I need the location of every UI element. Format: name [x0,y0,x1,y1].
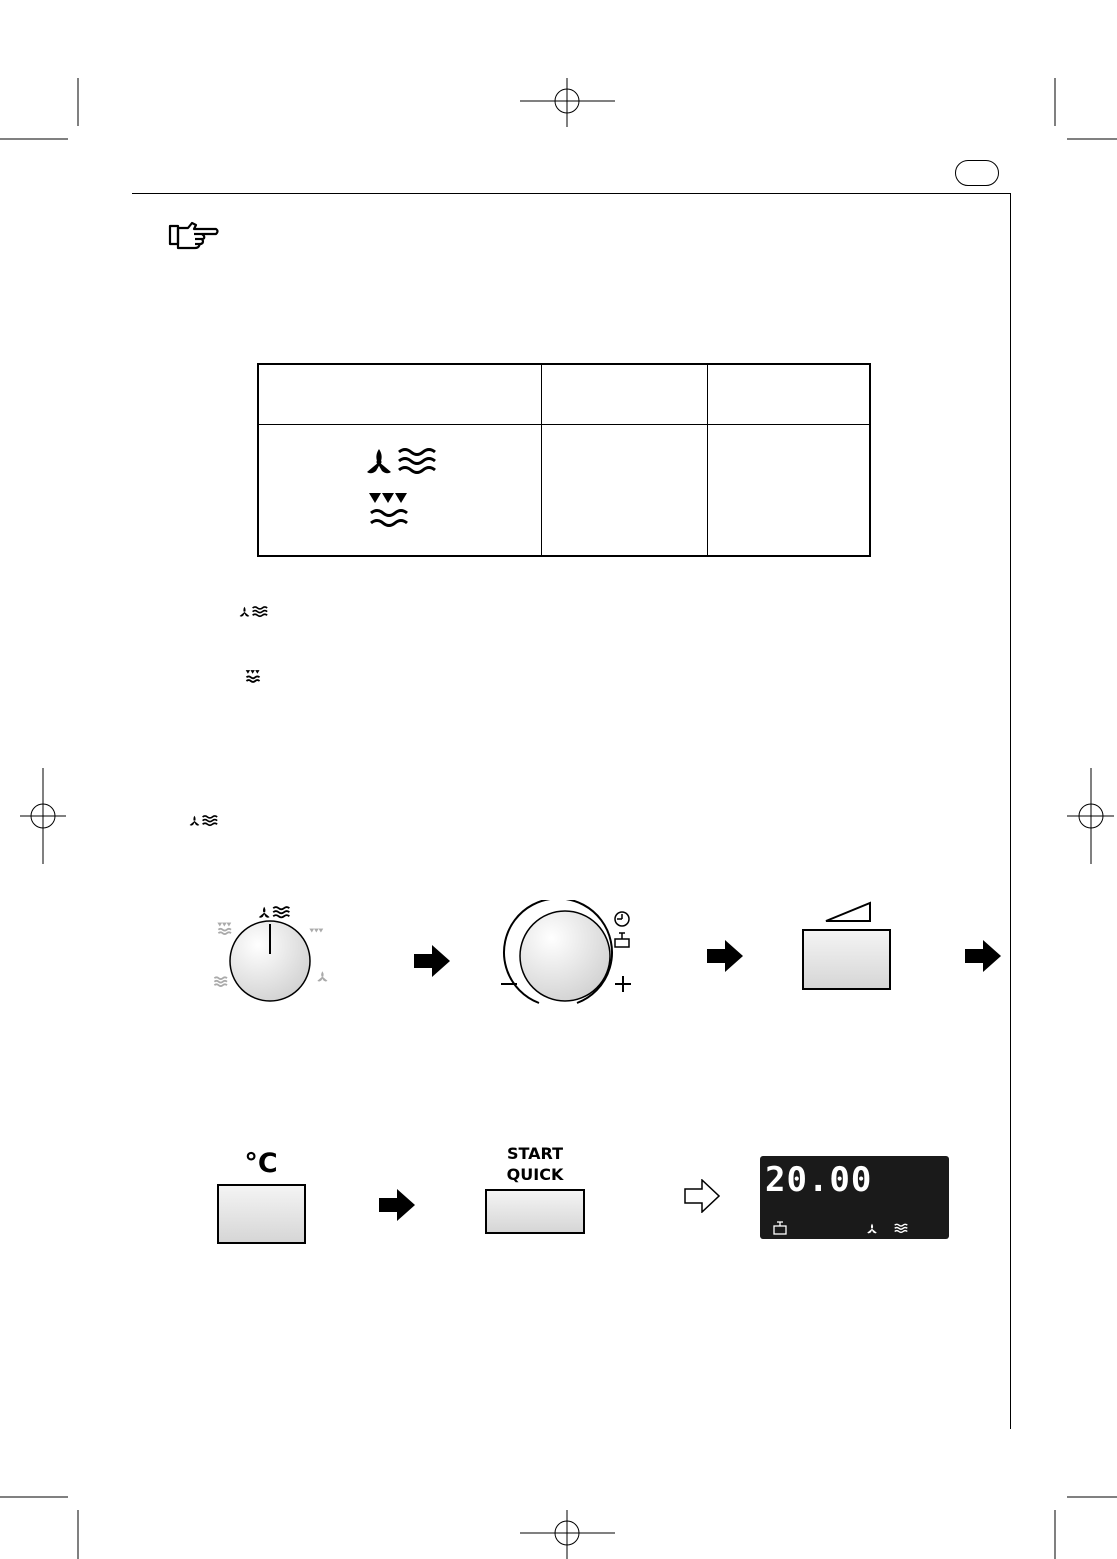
language-badge [955,160,999,186]
function-selector-knob[interactable] [205,898,335,1010]
temperature-button[interactable] [217,1184,306,1244]
fan-microwave-icon [188,813,218,829]
start-quick-button[interactable] [485,1189,585,1234]
arrow-right-icon [379,1189,415,1221]
pointing-hand-icon [168,220,220,250]
header-rule [132,193,1011,194]
rocker-button[interactable] [802,929,891,990]
microwave-icon [894,1222,908,1234]
right-margin-rule [1010,193,1011,1429]
defrost-icon [772,1221,788,1235]
table-col-divider-1 [541,365,542,555]
ramp-icon [824,901,872,923]
temperature-label: °C [244,1148,278,1179]
fan-microwave-icon [238,604,268,620]
arrow-right-icon [965,940,1001,972]
arrow-right-icon [414,945,450,977]
grill-microwave-icon [367,491,411,533]
oven-display [760,1156,949,1239]
start-label: START [506,1144,564,1163]
table-col-divider-2 [707,365,708,555]
arrow-right-icon [707,940,743,972]
fan-microwave-icon [363,445,437,479]
arrow-right-outline-icon [684,1179,720,1213]
settings-table [257,363,871,557]
quick-label: QUICK [506,1165,564,1184]
grill-microwave-icon [245,669,261,685]
setting-knob[interactable] [495,900,635,1012]
fan-icon [865,1222,879,1234]
display-time: 20.00 [765,1160,873,1200]
table-header-row-divider [259,424,869,425]
